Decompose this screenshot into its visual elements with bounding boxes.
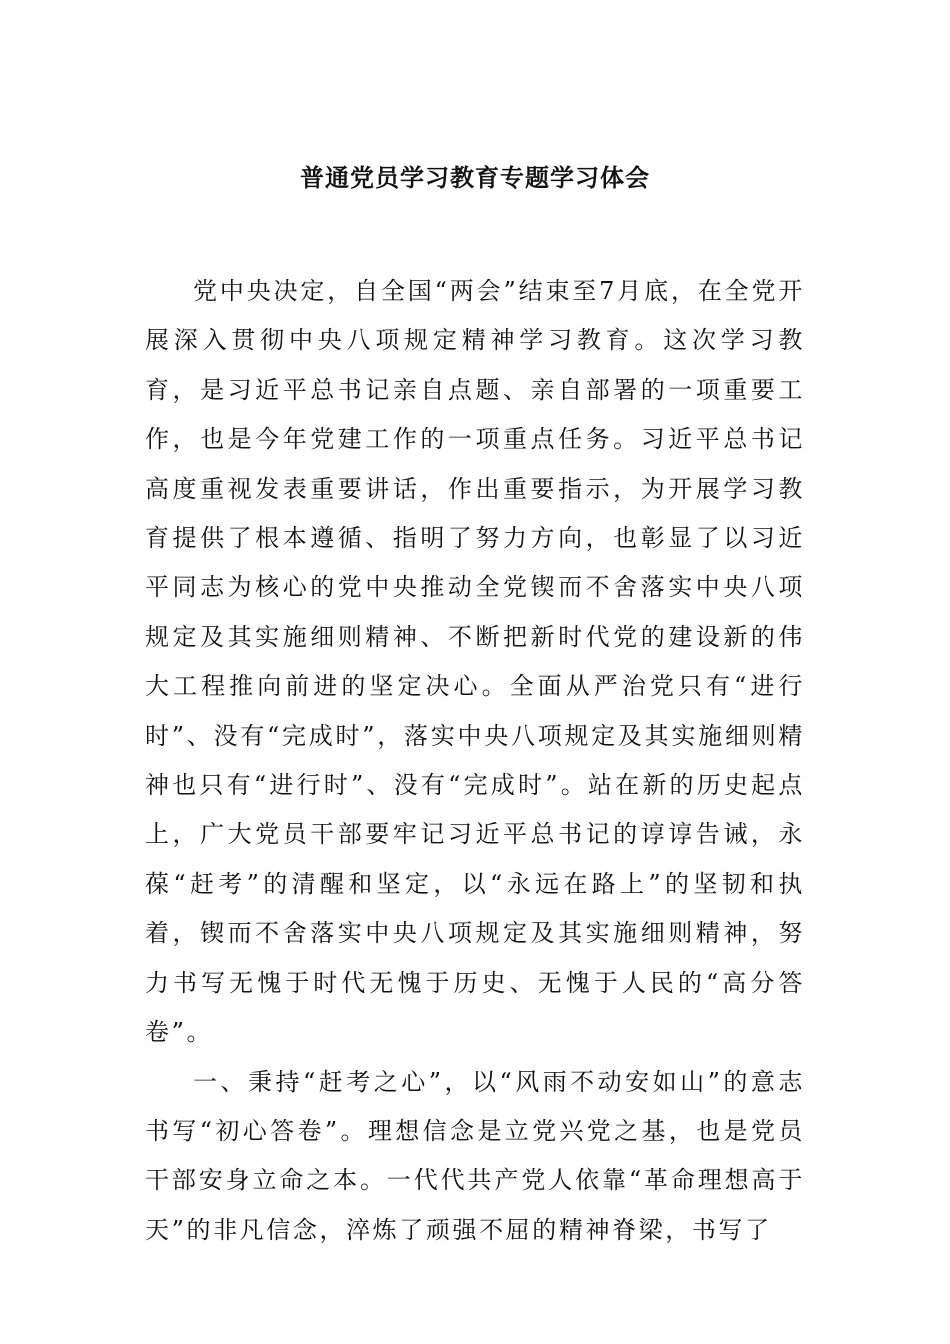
paragraph-1: 党中央决定，自全国“两会”结束至7月底，在全党开展深入贯彻中央八项规定精神学习教育。这次学习教育，是习近平总书记亲自点题、亲自部署的一项重要工作，也是今年党建工作的一项重点任务。习近平总书记高度重视发表重要讲话，作出重要指示，为开展学习教育提供了根本遵循、指明了努力方向，也彰显了以习近平同志为核心的党中央推动全党锲而不舍落实中央八项规定及其实施细则精神、不断把新时代党的建设新的伟大工程推向前进的坚定决心。全面从严治党只有“进行时”、没有“完成时”，落实中央八项规定及其实施细则精神也只有“进行时”、没有“完成时”。站在新的历史起点上，广大党员干部要牢记习近平总书记的谆谆告诫，永葆“赶考”的清醒和坚定，以“永远在路上”的坚韧和执着，锲而不舍落实中央八项规定及其实施细则精神，努力书写无愧于时代无愧于历史、无愧于人民的“高分答卷”。 [145, 277, 805, 1047]
document-title: 普通党员学习教育专题学习体会 [300, 163, 650, 192]
document-body [145, 267, 805, 1255]
paragraph-2: 一、秉持“赶考之心”，以“风雨不动安如山”的意志书写“初心答卷”。理想信念是立党兴党之基，也是党员干部安身立命之本。一代代共产党人依靠“革命理想高于天”的非凡信念，淬炼了顽强不屈的精神脊梁，书写了 [145, 1067, 805, 1244]
